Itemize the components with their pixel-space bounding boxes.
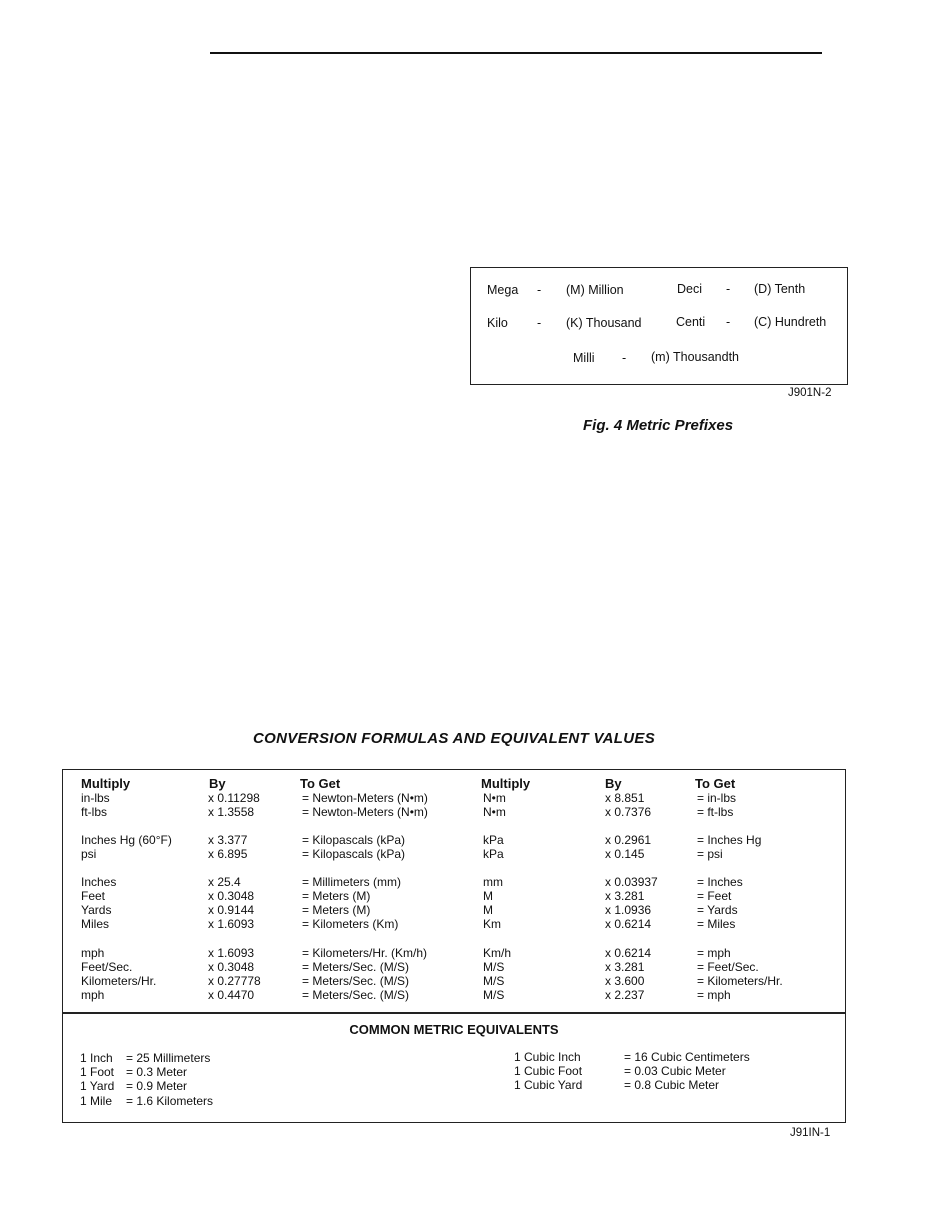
table-cell: = in-lbs [697, 791, 737, 805]
equivalents-title: COMMON METRIC EQUIVALENTS [349, 1022, 559, 1037]
table-cell: x 1.6093 [208, 917, 255, 931]
table-cell: Kilometers/Hr. [81, 974, 157, 988]
table-cell: x 0.4470 [208, 988, 255, 1002]
table-cell: mm [483, 875, 503, 889]
header-rule [210, 52, 822, 54]
table-cell: mph [81, 946, 105, 960]
table-cell: = Kilopascals (kPa) [302, 847, 406, 861]
table-cell: Yards [81, 903, 112, 917]
equivalent-item: = 0.03 Cubic Meter [624, 1064, 726, 1078]
prefix-name: Deci [677, 282, 703, 296]
table-cell: x 3.600 [605, 974, 645, 988]
table-cell: = Kilometers (Km) [302, 917, 399, 931]
table-cell: M/S [483, 974, 505, 988]
table-cell: = Miles [697, 917, 736, 931]
table-cell: Feet [81, 889, 106, 903]
table-cell: = Yards [697, 903, 738, 917]
table-cell: x 0.3048 [208, 889, 255, 903]
figure-caption: Fig. 4 Metric Prefixes [583, 417, 734, 434]
column-header: By [209, 776, 226, 791]
table-cell: x 3.377 [208, 833, 248, 847]
table-cell: psi [81, 847, 97, 861]
table-cell: x 1.0936 [605, 903, 652, 917]
equivalent-item: 1 Yard [80, 1079, 115, 1093]
table-cell: = Meters/Sec. (M/S) [302, 988, 410, 1002]
table-cell: Feet/Sec. [81, 960, 133, 974]
prefix-dash: - [726, 282, 731, 296]
table-cell: x 6.895 [208, 847, 248, 861]
table-cell: = Inches [697, 875, 743, 889]
table-cell: = Meters (M) [302, 889, 371, 903]
table-divider [62, 1012, 846, 1014]
table-cell: x 1.6093 [208, 946, 255, 960]
figure-id: J901N-2 [788, 387, 832, 399]
equivalent-item: 1 Cubic Foot [514, 1064, 583, 1078]
equivalent-item: = 0.8 Cubic Meter [624, 1078, 720, 1092]
table-cell: = Kilopascals (kPa) [302, 833, 406, 847]
table-cell: M [483, 903, 493, 917]
column-header: To Get [695, 776, 736, 791]
table-cell: x 3.281 [605, 889, 645, 903]
table-cell: x 2.237 [605, 988, 645, 1002]
table-cell: x 0.6214 [605, 917, 652, 931]
table-cell: = Meters/Sec. (M/S) [302, 960, 410, 974]
table-id: J91IN-1 [790, 1127, 831, 1139]
table-cell: N•m [483, 805, 506, 819]
equivalent-item: = 25 Millimeters [126, 1051, 211, 1065]
prefix-dash: - [537, 316, 542, 330]
table-cell: kPa [483, 833, 504, 847]
table-cell: = Kilometers/Hr. [697, 974, 783, 988]
table-cell: Km/h [483, 946, 512, 960]
table-cell: = Meters (M) [302, 903, 371, 917]
table-cell: Miles [81, 917, 110, 931]
prefix-value: (C) Hundreth [754, 315, 827, 329]
table-cell: x 1.3558 [208, 805, 255, 819]
table-cell: = Feet [697, 889, 732, 903]
table-cell: = Millimeters (mm) [302, 875, 401, 889]
equivalent-item: = 0.9 Meter [126, 1079, 188, 1093]
table-cell: M [483, 889, 493, 903]
table-cell: = Newton-Meters (N•m) [302, 805, 428, 819]
equivalent-item: = 0.3 Meter [126, 1065, 188, 1079]
prefix-value: (m) Thousandth [651, 350, 740, 364]
prefix-value: (D) Tenth [754, 282, 806, 296]
table-cell: x 0.7376 [605, 805, 652, 819]
table-cell: x 0.145 [605, 847, 645, 861]
table-cell: x 0.9144 [208, 903, 255, 917]
prefix-name: Mega [487, 283, 519, 297]
prefix-name: Milli [573, 351, 595, 365]
metric-prefixes-box [470, 267, 848, 385]
prefix-dash: - [622, 351, 627, 365]
equivalent-item: = 1.6 Kilometers [126, 1094, 214, 1108]
table-cell: Inches Hg (60°F) [81, 833, 172, 847]
table-cell: x 8.851 [605, 791, 645, 805]
prefix-value: (M) Million [566, 283, 624, 297]
table-cell: = mph [697, 988, 731, 1002]
table-cell: x 3.281 [605, 960, 645, 974]
equivalent-item: 1 Inch [80, 1051, 113, 1065]
table-cell: kPa [483, 847, 504, 861]
table-cell: x 0.6214 [605, 946, 652, 960]
table-cell: x 0.2961 [605, 833, 652, 847]
table-cell: x 0.3048 [208, 960, 255, 974]
conversion-title: CONVERSION FORMULAS AND EQUIVALENT VALUES [252, 730, 656, 747]
table-cell: in-lbs [81, 791, 110, 805]
table-cell: = Kilometers/Hr. (Km/h) [302, 946, 428, 960]
table-cell: ft-lbs [81, 805, 108, 819]
table-cell: x 0.11298 [208, 791, 260, 805]
column-header: Multiply [81, 776, 131, 791]
equivalent-item: 1 Cubic Yard [514, 1078, 583, 1092]
column-header: By [605, 776, 622, 791]
table-cell: = ft-lbs [697, 805, 734, 819]
prefix-dash: - [726, 315, 731, 329]
equivalent-item: 1 Foot [80, 1065, 115, 1079]
table-cell: mph [81, 988, 105, 1002]
table-cell: = psi [697, 847, 723, 861]
prefix-value: (K) Thousand [566, 316, 642, 330]
table-cell: x 0.27778 [208, 974, 261, 988]
table-cell: = mph [697, 946, 731, 960]
table-cell: x 0.03937 [605, 875, 658, 889]
equivalent-item: 1 Cubic Inch [514, 1050, 581, 1064]
prefix-name: Centi [676, 315, 706, 329]
table-cell: x 25.4 [208, 875, 241, 889]
table-cell: Km [483, 917, 501, 931]
table-cell: M/S [483, 960, 505, 974]
prefix-dash: - [537, 283, 542, 297]
table-cell: M/S [483, 988, 505, 1002]
column-header: Multiply [481, 776, 531, 791]
equivalent-item: 1 Mile [80, 1094, 113, 1108]
column-header: To Get [300, 776, 341, 791]
table-cell: Inches [81, 875, 117, 889]
table-cell: = Feet/Sec. [697, 960, 759, 974]
equivalent-item: = 16 Cubic Centimeters [624, 1050, 750, 1064]
table-cell: = Newton-Meters (N•m) [302, 791, 428, 805]
table-cell: = Meters/Sec. (M/S) [302, 974, 410, 988]
table-cell: N•m [483, 791, 506, 805]
prefix-name: Kilo [487, 316, 508, 330]
table-cell: = Inches Hg [697, 833, 762, 847]
